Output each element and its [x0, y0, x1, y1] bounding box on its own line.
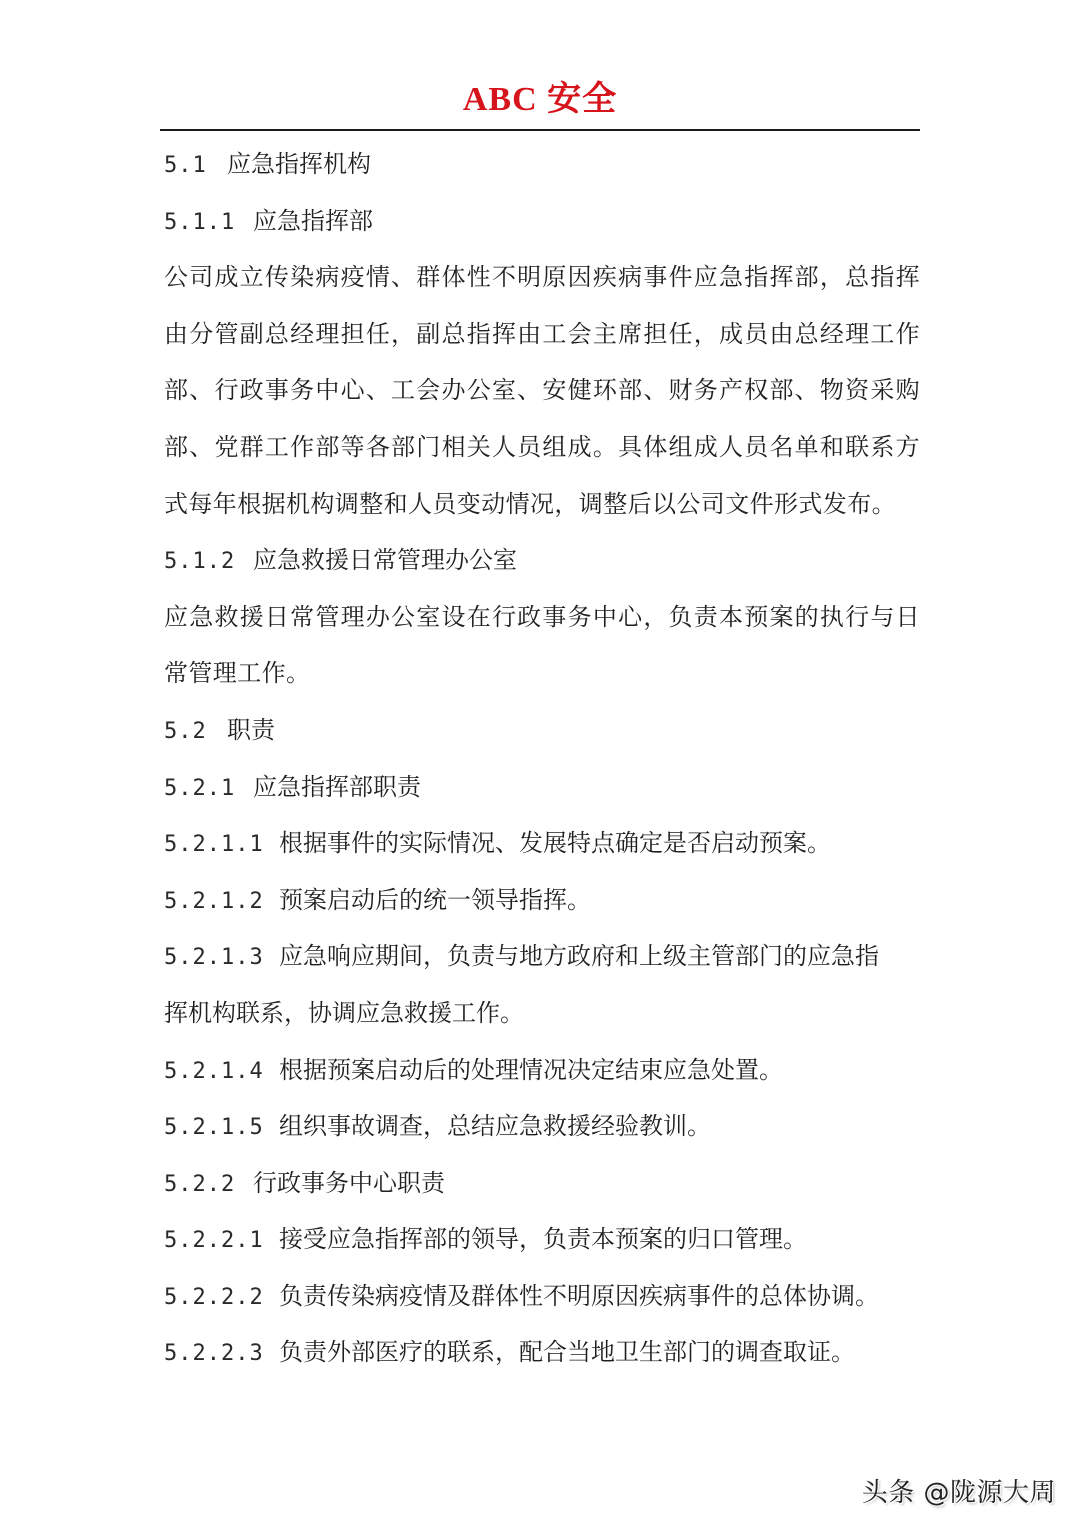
section-title: 职责: [227, 715, 275, 744]
item-text: 负责外部医疗的联系，配合当地卫生部门的调查取证。: [279, 1338, 855, 1367]
section-number: 5.2.2: [164, 1171, 236, 1197]
heading-5-1: [164, 136, 920, 193]
list-item-5-2-2-1: [164, 1211, 920, 1268]
list-item-5-2-2-2: [164, 1268, 920, 1325]
item-number: 5.2.1.2: [164, 888, 264, 914]
section-title: 行政事务中心职责: [253, 1168, 445, 1197]
list-item-5-2-2-3: [164, 1324, 920, 1381]
item-number: 5.2.2.1: [164, 1228, 264, 1254]
heading-5-1-2: [164, 532, 920, 589]
list-item-5-2-1-5: [164, 1098, 920, 1155]
page-title: ABC 安全: [462, 81, 618, 118]
heading-5-2: [164, 702, 920, 759]
section-title: 应急指挥部: [253, 206, 373, 235]
section-title: 应急救援日常管理办公室: [253, 546, 517, 575]
section-number: 5.1: [164, 153, 207, 178]
item-number: 5.2.1.5: [164, 1115, 264, 1141]
section-title: 应急指挥部职责: [253, 772, 421, 801]
item-text: 负责传染病疫情及群体性不明原因疾病事件的总体协调。: [279, 1281, 879, 1310]
section-number: 5.1.2: [164, 549, 236, 575]
paragraph-5-1-2: 应急救援日常管理办公室设在行政事务中心，负责本预案的执行与日常管理工作。: [164, 602, 920, 688]
item-number: 5.2.2.3: [164, 1341, 264, 1367]
paragraph-5-1-1: 公司成立传染病疫情、群体性不明原因疾病事件应急指挥部，总指挥由分管副总经理担任，副总指挥由工会主席担任，成员由总经理工作部、行政事务中心、工会办公室、安健环部、财务产权部、物资采购部、党群工作部等各部门相关人员组成。具体组成人员名单和联系方式每年根据机构调整和人员变动情况，调整后以公司文件形式发布。: [164, 263, 920, 518]
item-text: 根据事件的实际情况、发展特点确定是否启动预案。: [279, 829, 831, 858]
heading-5-1-1: [164, 193, 920, 250]
page-header: [160, 78, 920, 122]
list-item-5-2-1-3-continued: 挥机构联系，协调应急救援工作。: [164, 998, 524, 1027]
item-text: 预案启动后的统一领导指挥。: [279, 885, 591, 914]
item-number: 5.2.1.3: [164, 945, 264, 971]
section-number: 5.1.1: [164, 209, 236, 235]
section-number: 5.2.1: [164, 775, 236, 801]
heading-5-2-1: [164, 759, 920, 816]
item-text: 组织事故调查，总结应急救援经验教训。: [279, 1112, 711, 1141]
list-item-5-2-1-4: [164, 1042, 920, 1099]
list-item-5-2-1-1: [164, 815, 920, 872]
heading-5-2-2: [164, 1155, 920, 1212]
item-text: 应急响应期间，负责与地方政府和上级主管部门的应急指: [279, 942, 879, 971]
item-text: 接受应急指挥部的领导，负责本预案的归口管理。: [279, 1225, 807, 1254]
document-body: [164, 136, 920, 1381]
item-number: 5.2.2.2: [164, 1284, 264, 1310]
item-number: 5.2.1.1: [164, 832, 264, 858]
section-number: 5.2: [164, 718, 207, 744]
list-item-5-2-1-2: [164, 872, 920, 929]
item-text: 根据预案启动后的处理情况决定结束应急处置。: [279, 1055, 783, 1084]
source-watermark: 头条 @陇源大周: [861, 1478, 1056, 1508]
header-divider: [160, 129, 920, 131]
list-item-5-2-1-3: [164, 928, 920, 985]
section-title: 应急指挥机构: [227, 150, 371, 178]
item-number: 5.2.1.4: [164, 1058, 264, 1084]
